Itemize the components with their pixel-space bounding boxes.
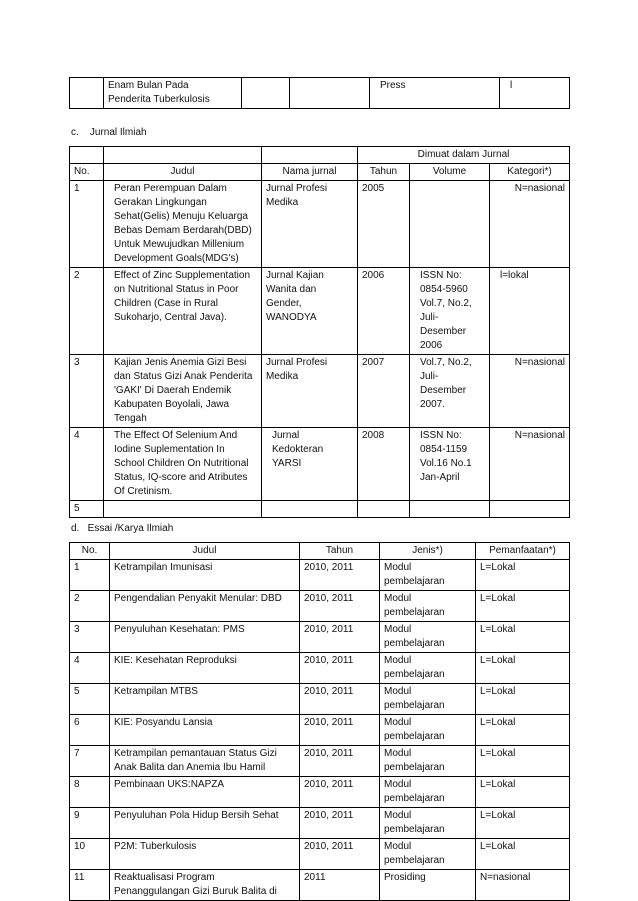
table-row: 6 KIE: Posyandu Lansia 2010, 2011 Modul pembelajaran L=Lokal [70,715,570,746]
table-row: 11 Reaktualisasi Program Penanggulangan Gizi Buruk Balita di 2011 Prosiding N=nasional [70,870,570,901]
table-row: 1 Peran Perempuan Dalam Gerakan Lingkungan Sehat(Gelis) Menuju Keluarga Bebas Demam Berdarah(DBD) Untuk Mewujudkan Millenium Development Goals(MDG's) Jurnal Profesi Medika 2005 N=nasional [70,181,570,268]
col-header-kategori: Kategori*) [490,164,570,181]
table-row: 7 Ketrampilan pemantauan Status Gizi Anak Balita dan Anemia Ibu Hamil 2010, 2011 Modul pembelajaran L=Lokal [70,746,570,777]
table-header-row [70,543,570,560]
col-header-tahun: Tahun [300,543,380,560]
jurnal-table [69,146,570,518]
table-row: 9 Penyuluhan Pola Hidup Bersih Sehat 2010, 2011 Modul pembelajaran L=Lokal [70,808,570,839]
col-header-no: No. [70,164,104,181]
col-header-volume: Volume [410,164,490,181]
table-row: 4 KIE: Kesehatan Reproduksi 2010, 2011 Modul pembelajaran L=Lokal [70,653,570,684]
previous-table-continuation [69,77,570,109]
table-row: 1 Ketrampilan Imunisasi 2010, 2011 Modul pembelajaran L=Lokal [70,560,570,591]
table-row: 5 [70,501,570,518]
cell: Enam Bulan Pada Penderita Tuberkulosis [104,78,242,109]
section-heading-jurnal: c. Jurnal Ilmiah [71,127,147,138]
col-header-tahun: Tahun [358,164,410,181]
col-header-judul: Judul [110,543,300,560]
col-header-judul: Judul [104,164,262,181]
cell: Press [370,78,500,109]
essai-table [69,542,570,901]
col-header-no: No. [70,543,110,560]
table-row: 2 Pengendalian Penyakit Menular: DBD 2010, 2011 Modul pembelajaran L=Lokal [70,591,570,622]
table-row [70,78,570,109]
table-row: 5 Ketrampilan MTBS 2010, 2011 Modul pembelajaran L=Lokal [70,684,570,715]
table-row: 4 The Effect Of Selenium And Iodine Suplementation In School Children On Nutritional Status, IQ-score and Atributes Of Cretinism. Jurnal Kedokteran YARSI 2008 ISSN No: 0854-1159 Vol.16 No.1 Jan-April N=nasional [70,428,570,501]
col-header-jenis: Jenis*) [380,543,476,560]
group-header: Dimuat dalam Jurnal [358,147,570,164]
table-row: 3 Penyuluhan Kesehatan: PMS 2010, 2011 Modul pembelajaran L=Lokal [70,622,570,653]
table-row: 10 P2M: Tuberkulosis 2010, 2011 Modul pembelajaran L=Lokal [70,839,570,870]
col-header-pemanfaatan: Pemanfaatan*) [476,543,570,560]
table-row: 3 Kajian Jenis Anemia Gizi Besi dan Status Gizi Anak Penderita 'GAKI' Di Daerah Endemik Kabupaten Boyolali, Jawa Tengah Jurnal Profesi Medika 2007 Vol.7, No.2, Juli- Desember 2007. N=nasional [70,355,570,428]
table-header-row [70,164,570,181]
col-header-nama: Nama jurnal [262,164,358,181]
table-row: 2 Effect of Zinc Supplementation on Nutritional Status in Poor Children (Case in Rural Sukoharjo, Central Java). Jurnal Kajian Wanita dan Gender, WANODYA 2006 ISSN No: 0854-5960 Vol.7, No.2, Juli- Desember 2006 l=lokal [70,268,570,355]
cell [290,78,370,109]
table-group-header-row [70,147,570,164]
cell [70,78,104,109]
cell: l [500,78,570,109]
table-row: 8 Pembinaan UKS:NAPZA 2010, 2011 Modul pembelajaran L=Lokal [70,777,570,808]
section-heading-essai: d. Essai /Karya Ilmiah [71,523,174,534]
cell [242,78,290,109]
